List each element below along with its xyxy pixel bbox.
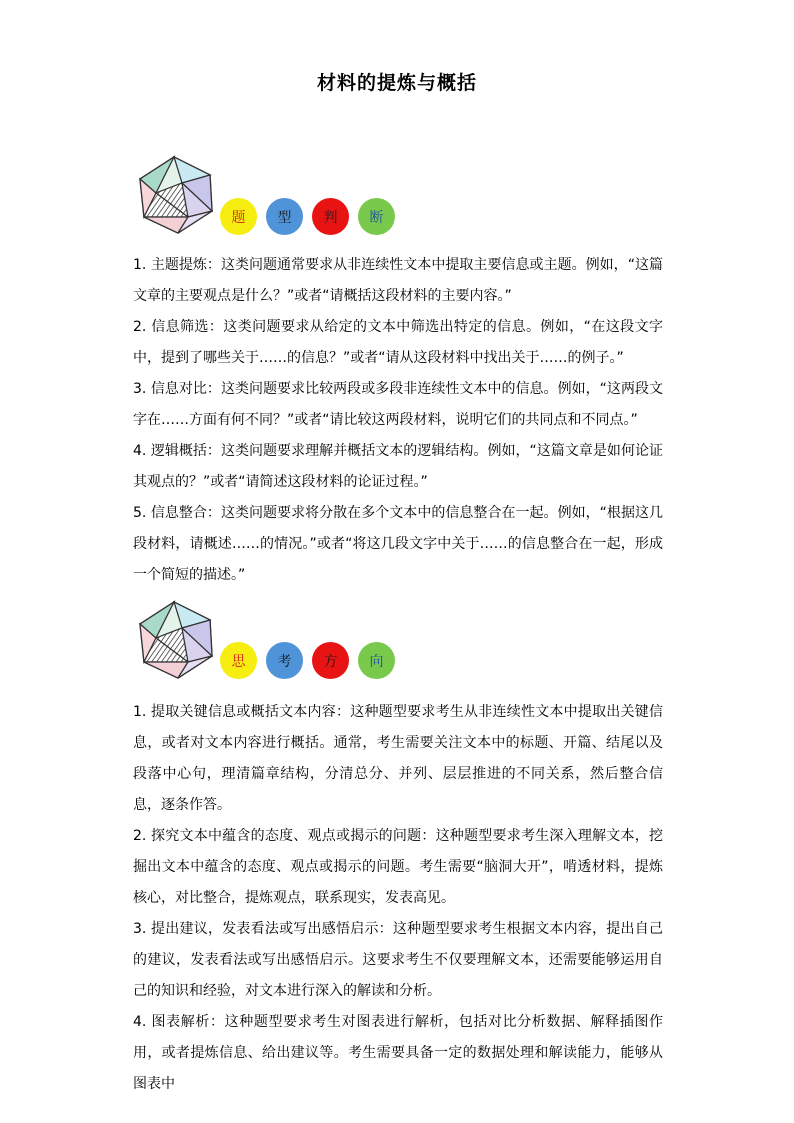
list-item: 4. 图表解析：这种题型要求考生对图表进行解析，包括对比分析数据、解释插图作用，或者提炼信息、给出建议等。考生需要具备一定的数据处理和解读能力，能够从图表中 bbox=[133, 1014, 663, 1092]
list-item: 4. 逻辑概括：这类问题要求理解并概括文本的逻辑结构。例如，“这篇文章是如何论证其观点的？”或者“请简述这段材料的论证过程。” bbox=[133, 443, 663, 490]
title-badge-1: 思 bbox=[220, 642, 257, 679]
title-badge-2: 型 bbox=[266, 198, 303, 235]
title-badge-3: 判 bbox=[312, 198, 349, 235]
section-title-badges bbox=[220, 642, 395, 679]
list-item: 2. 信息筛选：这类问题要求从给定的文本中筛选出特定的信息。例如，“在这段文字中，提到了哪些关于……的信息？”或者“请从这段材料中找出关于……的例子。” bbox=[133, 319, 663, 366]
list-item: 5. 信息整合：这类问题要求将分散在多个文本中的信息整合在一起。例如，“根据这几段材料，请概述……的情况。”或者“将这几段文字中关于……的信息整合在一起，形成一个简短的描述。” bbox=[133, 505, 663, 583]
question-type-list bbox=[133, 250, 663, 591]
title-badge-4: 向 bbox=[358, 642, 395, 679]
thinking-direction-list bbox=[133, 697, 663, 1100]
title-badge-4: 断 bbox=[358, 198, 395, 235]
section-title-badges bbox=[220, 198, 395, 235]
icosahedron-icon bbox=[136, 600, 216, 680]
list-item: 1. 主题提炼：这类问题通常要求从非连续性文本中提取主要信息或主题。例如，“这篇文章的主要观点是什么？”或者“请概括这段材料的主要内容。” bbox=[133, 257, 663, 304]
list-item: 3. 信息对比：这类问题要求比较两段或多段非连续性文本中的信息。例如，“这两段文字在……方面有何不同？”或者“请比较这两段材料，说明它们的共同点和不同点。” bbox=[133, 381, 663, 428]
list-item: 1. 提取关键信息或概括文本内容：这种题型要求考生从非连续性文本中提取出关键信息，或者对文本内容进行概括。通常，考生需要关注文本中的标题、开篇、结尾以及段落中心句，理清篇章结构，分清总分、并列、层层推进的不同关系，然后整合信息，逐条作答。 bbox=[133, 704, 663, 813]
list-item: 2. 探究文本中蕴含的态度、观点或揭示的问题：这种题型要求考生深入理解文本，挖掘出文本中蕴含的态度、观点或揭示的问题。考生需要“脑洞大开”，啃透材料，提炼核心，对比整合，提炼观点，联系现实，发表高见。 bbox=[133, 828, 663, 906]
title-badge-1: 题 bbox=[220, 198, 257, 235]
list-item: 3. 提出建议，发表看法或写出感悟启示：这种题型要求考生根据文本内容，提出自己的建议，发表看法或写出感悟启示。这要求考生不仅要理解文本，还需要能够运用自己的知识和经验，对文本进行深入的解读和分析。 bbox=[133, 921, 663, 999]
icosahedron-icon bbox=[136, 155, 216, 235]
section-header-thinking-direction bbox=[136, 600, 436, 690]
title-badge-2: 考 bbox=[266, 642, 303, 679]
title-badge-3: 方 bbox=[312, 642, 349, 679]
section-header-question-types bbox=[136, 155, 436, 245]
page-title: 材料的提炼与概括 bbox=[316, 72, 477, 94]
